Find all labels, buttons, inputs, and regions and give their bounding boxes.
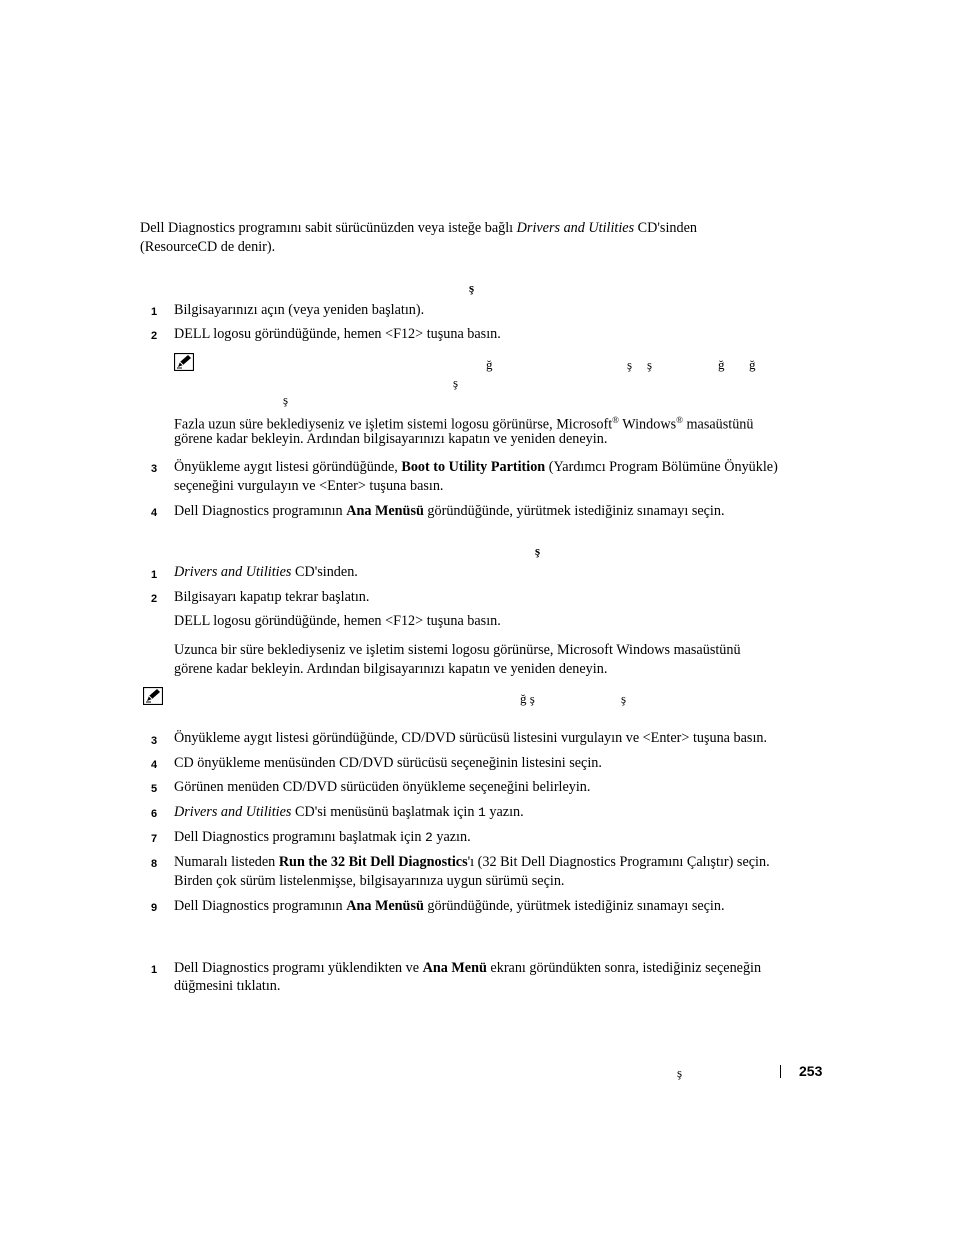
section1-heading: ş [469, 280, 475, 295]
footer-fragment: ş [677, 1065, 683, 1080]
note1-fragment: ş [647, 357, 653, 372]
section2-step-2-continued: DELL logosu göründüğünde, hemen <F12> tuşuna basın. [174, 613, 501, 629]
section2-wait-line-2: görene kadar bekleyin. Ardından bilgisayarınızı kapatın ve yeniden deneyin. [174, 661, 608, 677]
note1-fragment: ş [283, 392, 289, 407]
section2-wait-line-1: Uzunca bir süre beklediyseniz ve işletim sistemi logosu görünürse, Microsoft Windows masaüstünü [174, 642, 741, 658]
note-pencil-icon [174, 353, 194, 371]
intro-line-1: Dell Diagnostics programını sabit sürücünüzden veya isteğe bağlı Drivers and Utilities CD'sinden [140, 220, 697, 236]
note2-fragment: ğ ş [520, 691, 535, 706]
section1-wait-line-1: Fazla uzun süre beklediyseniz ve işletim sistemi logosu görünürse, Microsoft® Windows® masaüstünü [174, 415, 754, 433]
intro-line-2: (ResourceCD de denir). [140, 239, 276, 255]
note2-fragment: ş [621, 691, 627, 706]
note1-fragment: ş [627, 357, 633, 372]
section2-heading: ş [535, 543, 541, 558]
note1-fragment: ğ [718, 357, 725, 372]
section1-wait-line-2: görene kadar bekleyin. Ardından bilgisayarınızı kapatın ve yeniden deneyin. [174, 431, 608, 447]
footer-separator [780, 1065, 781, 1078]
note1-fragment: ş [453, 375, 459, 390]
note1-fragment: ğ [486, 357, 493, 372]
page-number: 253 [799, 1063, 823, 1079]
note1-fragment: ğ [749, 357, 756, 372]
note-pencil-icon [143, 687, 163, 705]
